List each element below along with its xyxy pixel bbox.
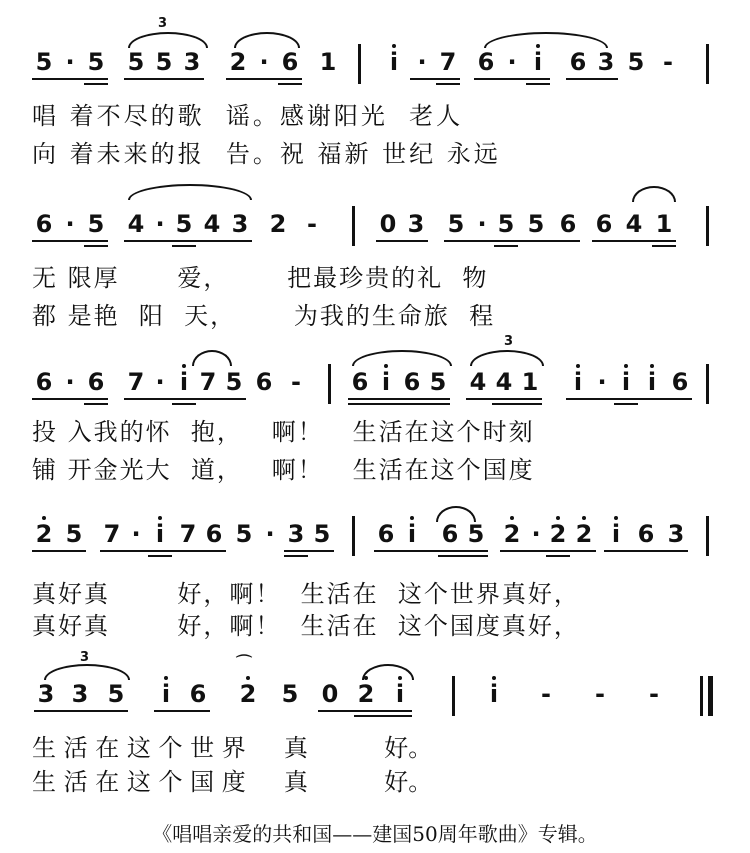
- notes-row: 2 5 7 · i 7 6 5 · 3 5 6 i 6 5 2 · 2 2 i 6 3: [0, 522, 750, 566]
- triplet-mark: 3: [504, 334, 514, 349]
- lyrics-verse-2: [0, 762, 750, 796]
- bar-line: [706, 364, 709, 404]
- slur: [234, 32, 300, 48]
- fermata: ⌒: [236, 653, 253, 672]
- bar-line: [700, 676, 703, 716]
- bar-line: [358, 44, 361, 84]
- slur: [362, 664, 414, 680]
- lyrics-verse-1: [0, 258, 750, 292]
- bar-line: [352, 516, 355, 556]
- lyric-line: 无 限厚 爱， 把最珍贵的礼 物: [32, 264, 489, 292]
- bar-line: [328, 364, 331, 404]
- notes-row: 5 · 5 5 5 3 2 · 6 1 i · 7 6 · i 6 3 5 -: [0, 50, 750, 94]
- slur: [632, 186, 676, 202]
- lyrics-verse-1: [0, 412, 750, 446]
- triplet-mark: 3: [80, 650, 90, 665]
- lyric-line: 向 着未来的报 告。祝 福新 世纪 永远: [32, 140, 501, 168]
- slur: [470, 350, 544, 366]
- lyric-line: 唱 着不尽的歌 谣。感谢阳光 老人: [32, 102, 464, 130]
- final-bar-line: [708, 676, 713, 716]
- bar-line: [706, 44, 709, 84]
- lyrics-verse-1: [0, 728, 750, 762]
- slur: [128, 184, 252, 200]
- bar-line: [452, 676, 455, 716]
- lyric-line: 生 活 在 这 个 世 界 真 好。: [32, 734, 433, 762]
- lyric-line: 投 入我的怀 抱， 啊！ 生活在这个时刻: [32, 418, 535, 446]
- slur: [484, 32, 608, 48]
- lyric-line: 生 活 在 这 个 国 度 真 好。: [32, 768, 433, 796]
- lyric-line: 真好真 好，啊！ 生活在 这个国度真好，: [32, 612, 580, 640]
- bar-line: [706, 516, 709, 556]
- lyrics-verse-2: [0, 296, 750, 330]
- notes-row: 6 · 5 4 · 5 4 3 2 - 0 3 5 · 5 5 6 6 4 1: [0, 212, 750, 256]
- slur: [352, 350, 452, 366]
- bar-line: [706, 206, 709, 246]
- notes-row: 3 3 5 i 6 2 5 0 2 i i - - -: [0, 682, 750, 726]
- lyrics-verse-2: [0, 134, 750, 168]
- lyric-line: 铺 开金光大 道， 啊！ 生活在这个国度: [32, 456, 535, 484]
- lyrics-verse-2: [0, 606, 750, 640]
- bar-line: [352, 206, 355, 246]
- triplet-mark: 3: [158, 16, 168, 31]
- lyric-line: 真好真 好，啊！ 生活在 这个世界真好，: [32, 580, 580, 608]
- slur: [192, 350, 232, 366]
- lyrics-verse-1: [0, 96, 750, 130]
- slur: [128, 32, 208, 48]
- score-caption: 《唱唱亲爱的共和国——建国50周年歌曲》专辑。: [152, 822, 598, 846]
- notes-row: 6 · 6 7 · i 7 5 6 - 6 i 6 5 4 4 1 i · i i 6: [0, 370, 750, 414]
- slur: [44, 664, 130, 680]
- lyrics-verse-2: [0, 450, 750, 484]
- lyrics-verse-1: [0, 574, 750, 608]
- lyric-line: 都 是艳 阳 天， 为我的生命旅 程: [32, 302, 496, 330]
